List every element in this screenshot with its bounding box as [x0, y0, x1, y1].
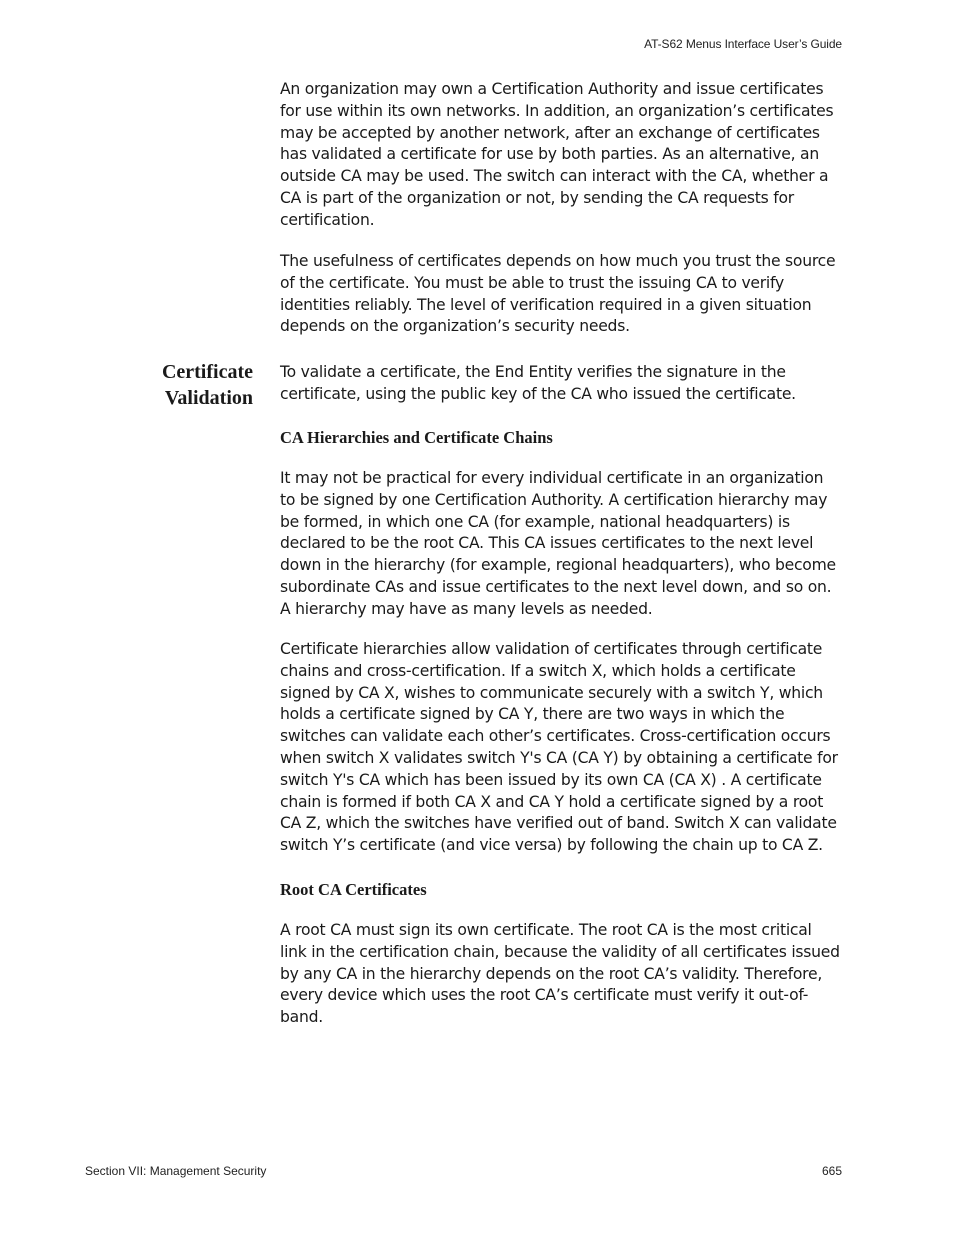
subsection-heading-root: Root CA Certificates	[280, 880, 427, 899]
section-title-line-1: Certificate	[161, 361, 253, 383]
footer-section-label: Section VII: Management Security	[85, 1164, 267, 1178]
section-title	[100, 359, 253, 411]
footer-page-number: 665	[821, 1164, 842, 1178]
intro-paragraph-2: The usefulness of certificates depends on how much you trust the source of the certificate. You must be able to trust the issuing CA to verify identities reliably. The level of verification required in a given situation depends on the organization’s security needs.	[280, 252, 836, 336]
running-header-title: AT-S62 Menus Interface User’s Guide	[644, 37, 842, 51]
section-lead-paragraph: To validate a certificate, the End Entity verifies the signature in the certificate, using the public key of the CA who issued the certificate.	[280, 363, 796, 403]
hierarchies-paragraph-2: Certificate hierarchies allow validation of certificates through certificate chains and cross-certification. If a switch X, which holds a certificate signed by CA X, wishes to communicate securely with a switch Y, which holds a certificate signed by CA Y, there are two ways in which the switches can validate each other’s certificates. Cross-certification occurs when switch X validates switch Y's CA (CA Y) by obtaining a certificate for switch Y's CA which has been issued by its own CA (CA X) . A certificate chain is formed if both CA X and CA Y hold a certificate signed by a root CA Z, which the switches have verified out of band. Switch X can validate switch Y’s certificate (and vice versa) by following the chain up to CA Z.	[280, 640, 838, 855]
intro-paragraph-1: An organization may own a Certification Authority and issue certificates for use within its own networks. In addition, an organization’s certificates may be accepted by another network, after an exchange of certificates has validated a certificate for use by both parties. As an alternative, an outside CA may be used. The switch can interact with the CA, whether a CA is part of the organization or not, by sending the CA requests for certification.	[280, 80, 834, 229]
root-paragraph-1: A root CA must sign its own certificate. The root CA is the most critical link in the certification chain, because the validity of all certificates issued by any CA in the hierarchy depends on the root CA’s validity. Therefore, every device which uses the root CA’s certificate must verify it out-of-band.	[280, 921, 840, 1027]
hierarchies-paragraph-1: It may not be practical for every individual certificate in an organization to be signed by one Certification Authority. A certification hierarchy may be formed, in which one CA (for example, national headquarters) is declared to be the root CA. This CA issues certificates to the next level down in the hierarchy (for example, regional headquarters), who become subordinate CAs and issue certificates to the next level down, and so on. A hierarchy may have as many levels as needed.	[280, 469, 836, 618]
section-title-line-2: Validation	[164, 387, 253, 409]
subsection-heading-hierarchies: CA Hierarchies and Certificate Chains	[280, 428, 553, 447]
